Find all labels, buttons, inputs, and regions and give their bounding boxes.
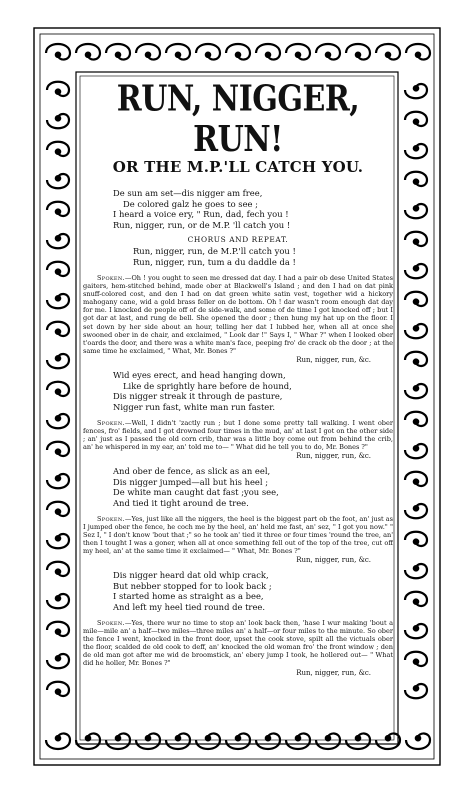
ornament-dot xyxy=(56,569,60,573)
ornament-dot xyxy=(266,53,270,57)
ornament-dot xyxy=(56,536,60,540)
ornament-dot xyxy=(326,53,330,57)
ornament-dot xyxy=(86,736,90,740)
ornament-dot xyxy=(386,53,390,57)
ornament-dot xyxy=(56,476,60,480)
ornament-dot xyxy=(414,359,418,363)
ornament-dot xyxy=(56,656,60,660)
verse-1: De sun am set—dis nigger am free, De colored galz he goes to see ; I heard a voice ery, " Run, dad, fech you ! Run, nigger, run, or de M.P. 'll catch you ! xyxy=(113,188,291,230)
ornament-dot xyxy=(414,266,418,270)
ornament-dot xyxy=(56,296,60,300)
ornament-dot xyxy=(326,736,330,740)
ornament-dot xyxy=(56,736,60,740)
ornament-dot xyxy=(116,53,120,57)
ornament-dot xyxy=(414,566,418,570)
ornament-dot xyxy=(414,599,418,603)
ornament-dot xyxy=(116,736,120,740)
ornament-dot xyxy=(414,446,418,450)
ornament-dot xyxy=(146,53,150,57)
ornament-dot xyxy=(296,53,300,57)
ornament-dot xyxy=(414,626,418,630)
ornament-dot xyxy=(56,149,60,153)
ornament-dot xyxy=(414,659,418,663)
ornament-dot xyxy=(296,736,300,740)
refrain-2: Run, nigger, run, &c. xyxy=(296,452,371,461)
ornament-dot xyxy=(414,146,418,150)
ornament-dot xyxy=(146,736,150,740)
ornament-dot xyxy=(56,509,60,513)
ornament-dot xyxy=(414,506,418,510)
ornament-dot xyxy=(414,539,418,543)
ornament-dot xyxy=(414,686,418,690)
spoken-passage-3: Spoken.—Yes, just like all the niggers, the heel is the biggest part ob the foot, an' just as I jumped ober the fence, he coch me by the heel, an' held me fast, an' sez, " I got you now." " Sez I, " I don't know 'bout that ;" so he took an' tied it three or four times 'round the tree, an' then I tought I was a goner, when all at once something fell out of the top of the tree, cut off my heel, an' at the same time it exclaimed— " What, Mr. Bones ?" xyxy=(83,514,393,556)
ornament-dot xyxy=(266,736,270,740)
ornament-dot xyxy=(206,53,210,57)
ornament-dot xyxy=(56,89,60,93)
ornament-dot xyxy=(56,689,60,693)
ornament-dot xyxy=(416,736,420,740)
ornament-dot xyxy=(414,419,418,423)
refrain-3: Run, nigger, run, &c. xyxy=(296,556,371,565)
ornament-dot xyxy=(236,736,240,740)
ornament-dot xyxy=(414,179,418,183)
ornament-dot xyxy=(414,326,418,330)
ornament-dot xyxy=(414,299,418,303)
ornament-dot xyxy=(414,206,418,210)
ornament-dot xyxy=(56,176,60,180)
refrain-4: Run, nigger, run, &c. xyxy=(296,668,371,677)
ornament-dot xyxy=(414,239,418,243)
ornament-dot xyxy=(416,53,420,57)
ornament-dot xyxy=(176,53,180,57)
ornament-dot xyxy=(414,386,418,390)
verse-3: And ober de fence, as slick as an eel, Dis nigger jumped—all but his heel ; De white man caught dat fast ;you see, And tied it tight around de tree. xyxy=(113,466,279,508)
refrain-1: Run, nigger, run, &c. xyxy=(296,356,371,365)
spoken-passage-2: Spoken.—Well, I didn't 'zactly run ; but I done some pretty tall walking. I went ober fences, fro' fields, and I got drowned four times in the mud, an' at last I got on the other side ; an' just as I passed the old corn crib, thar was a little boy come out from behind the crib, an' he whispered in my ear, an' told me to— " What did he tell you to do, Mr. Bones ?" xyxy=(83,418,393,451)
ornament-dot xyxy=(56,116,60,120)
ornament-dot xyxy=(414,479,418,483)
ornament-dot xyxy=(56,329,60,333)
spoken-passage-1: Spoken.—Oh ! you ought to seen me dressed dat day. I had a pair ob dese United States gaiters, hem-stitched behind, made ober at Blackwell's Island ; and den I had on dat pink snuff-colored cost, and den I had on dat green white satin vest, together wid a hickory mahogany cane, wid a gold brass feller on de bottom. Oh ! dar wasn't room enough dat day for me. I knocked de people off of de side-walk, and some of de time I got knocked off ; but I got dar at last, and rung de bell. She opened the door ; then hung my hat up on the floor. I set down by her side about an hour, telling her dat I lubbed her, when all at once she swooned ober in de chair, and exclaimed, " Look dar !" Says I, " Whar ?" when I looked ober t'oards the door, and there was a white man's face, peeping fro' de crack ob the door ; at the same time he exclaimed, " What, Mr. Bones ?" xyxy=(83,273,393,355)
chorus: Run, nigger, run, de M.P.'ll catch you ! Run, nigger, run, tum a du daddle da ! xyxy=(133,246,296,267)
ornament-dot xyxy=(56,209,60,213)
ornament-dot xyxy=(236,53,240,57)
ornament-dot xyxy=(86,53,90,57)
ornament-dot xyxy=(56,389,60,393)
song-title: RUN, NIGGER, RUN! xyxy=(116,80,360,161)
ornament-dot xyxy=(206,736,210,740)
ornament-dot xyxy=(356,53,360,57)
spoken-passage-4: Spoken.—Yes, there wur no time to stop an' look back then, 'hase I wur making 'bout a mile—mile an' a half—two miles—three miles an' a half—or four miles to the minute. So ober the fence I went, knocked in the front door, upset the cook stove, spilt all the victuals ober the floor, scalded de old cook to deff, an' knocked the old woman fro' the front window ; den de old man got after me wid de broomstick, an' ebery jump I took, he hollered out— " What did he holler, Mr. Bones ?" xyxy=(83,618,393,668)
verse-2: Wid eyes erect, and head hanging down, Like de sprightly hare before de hound, Dis nigger streak it through de pasture, Nigger run fast, white man run faster. xyxy=(113,370,292,412)
ornament-dot xyxy=(56,449,60,453)
ornament-dot xyxy=(56,269,60,273)
verse-4: Dis nigger heard dat old whip crack, But nebber stopped for to look back ; I started home as straight as a bee, And left my heel tied round de tree. xyxy=(113,570,272,613)
ornament-dot xyxy=(414,119,418,123)
ornament-dot xyxy=(56,236,60,240)
ornament-dot xyxy=(356,736,360,740)
ornament-dot xyxy=(176,736,180,740)
ornament-dot xyxy=(386,736,390,740)
ornament-dot xyxy=(56,416,60,420)
chorus-heading: CHORUS AND REPEAT. xyxy=(187,235,289,245)
broadside-text xyxy=(83,80,393,736)
ornament-dot xyxy=(56,596,60,600)
ornament-dot xyxy=(56,356,60,360)
ornament-dot xyxy=(56,53,60,57)
ornament-dot xyxy=(414,86,418,90)
song-subtitle: OR THE M.P.'LL CATCH YOU. xyxy=(112,158,364,176)
ornament-dot xyxy=(56,629,60,633)
